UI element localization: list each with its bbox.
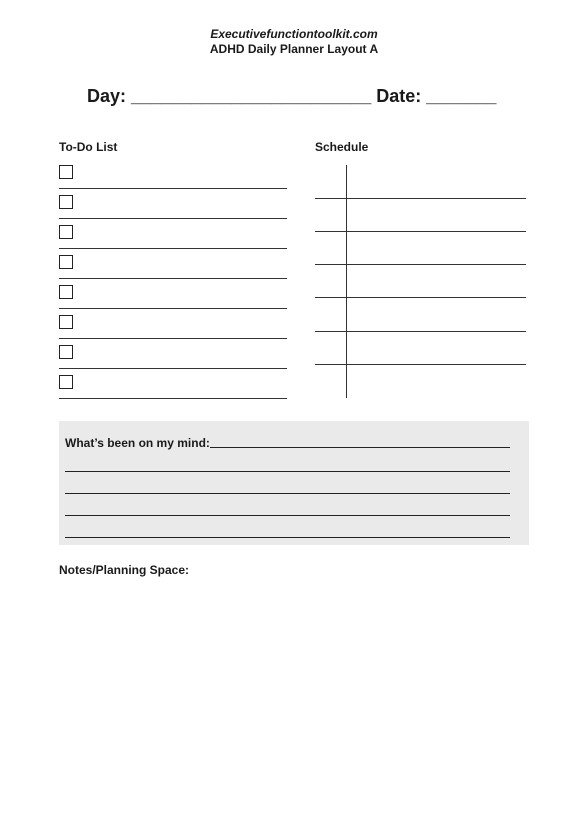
schedule-slot-line: [315, 364, 526, 365]
checkbox[interactable]: [59, 225, 73, 239]
site-name: Executivefunctiontoolkit.com: [210, 27, 378, 41]
todo-item[interactable]: [59, 345, 287, 375]
todo-label: To-Do List: [59, 140, 118, 154]
todo-writing-line: [59, 308, 287, 309]
schedule-label: Schedule: [315, 140, 369, 154]
todo-writing-line: [59, 278, 287, 279]
mind-box: [59, 421, 529, 545]
todo-writing-line: [59, 398, 287, 399]
checkbox[interactable]: [59, 375, 73, 389]
schedule-slot-line: [315, 264, 526, 265]
page-title: ADHD Daily Planner Layout A: [209, 42, 379, 56]
mind-label: What’s been on my mind:: [65, 436, 210, 450]
mind-writing-line: [65, 493, 510, 494]
todo-item[interactable]: [59, 315, 287, 345]
mind-writing-line: [65, 471, 510, 472]
mind-writing-line: [65, 515, 510, 516]
checkbox[interactable]: [59, 165, 73, 179]
todo-writing-line: [59, 338, 287, 339]
todo-item[interactable]: [59, 195, 287, 225]
schedule-slot-line: [315, 331, 526, 332]
mind-writing-line: [65, 537, 510, 538]
todo-item[interactable]: [59, 255, 287, 285]
checkbox[interactable]: [59, 195, 73, 209]
todo-item[interactable]: [59, 375, 287, 405]
checkbox[interactable]: [59, 315, 73, 329]
todo-writing-line: [59, 368, 287, 369]
schedule-grid: [315, 165, 527, 398]
todo-writing-line: [59, 188, 287, 189]
schedule-slot-line: [315, 231, 526, 232]
schedule-slot-line: [315, 198, 526, 199]
schedule-slot-line: [315, 297, 526, 298]
todo-writing-line: [59, 218, 287, 219]
todo-item[interactable]: [59, 165, 287, 195]
checkbox[interactable]: [59, 255, 73, 269]
checkbox[interactable]: [59, 285, 73, 299]
todo-item[interactable]: [59, 285, 287, 315]
todo-item[interactable]: [59, 225, 287, 255]
day-date-line: Day: ________________________ Date: _______: [87, 86, 497, 106]
checkbox[interactable]: [59, 345, 73, 359]
todo-writing-line: [59, 248, 287, 249]
notes-label: Notes/Planning Space:: [59, 563, 190, 577]
